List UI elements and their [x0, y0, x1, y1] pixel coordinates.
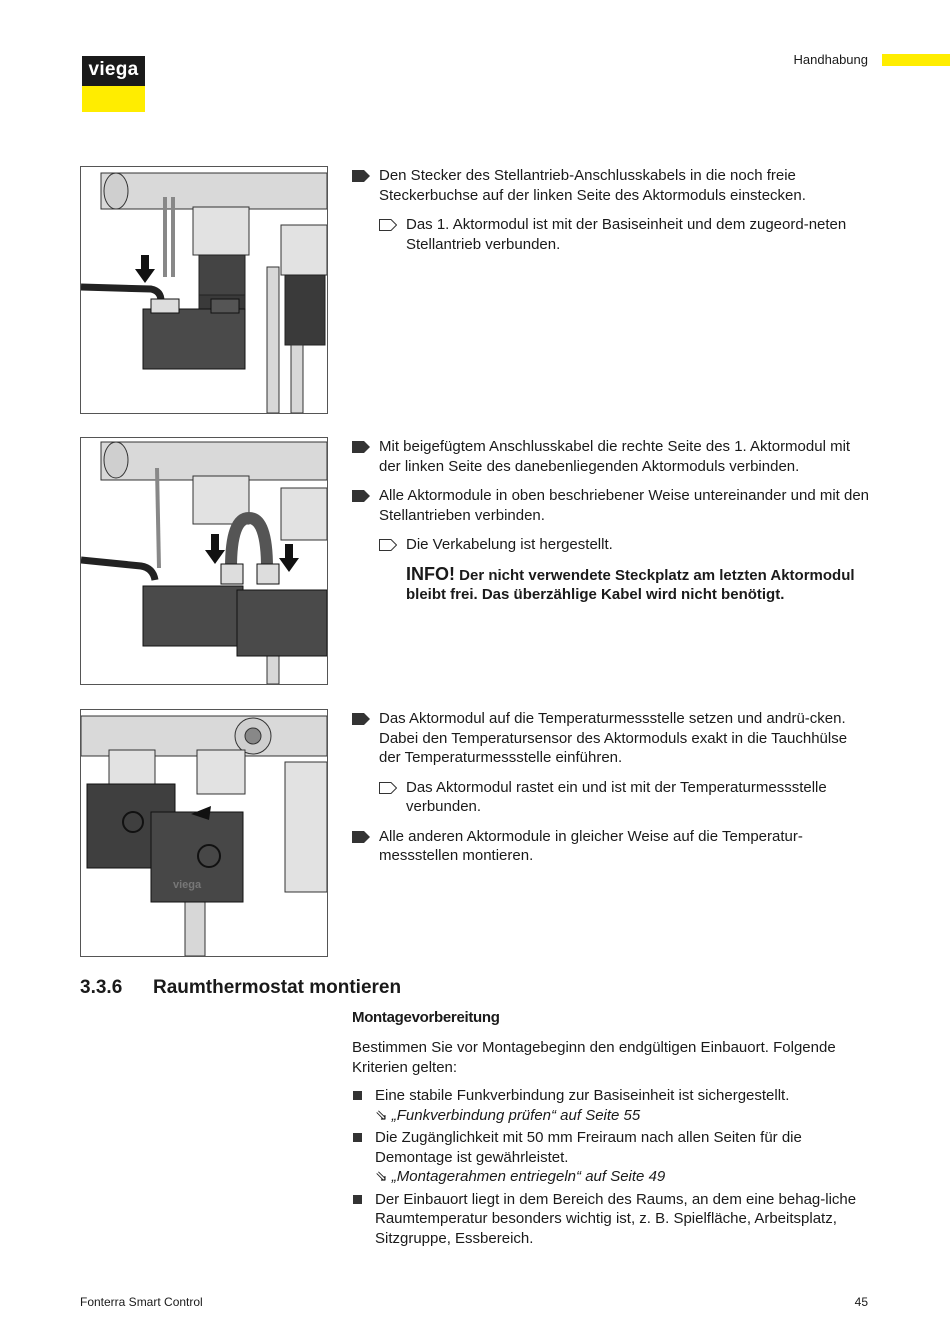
info-label: INFO!	[406, 563, 455, 584]
result-text: Das Aktormodul rastet ein und ist mit der Temperaturmessstelle verbunden.	[406, 778, 827, 815]
list-item	[352, 1086, 872, 1125]
section-number: 3.3.6	[80, 977, 123, 998]
subheading: Montagevorbereitung	[352, 1009, 500, 1026]
footer-page-number: 45	[854, 1295, 868, 1309]
list-item-text: Die Zugänglichkeit mit 50 mm Freiraum nach allen Seiten für die Demontage ist gewährleistet.	[375, 1129, 802, 1166]
step-marker-icon	[352, 713, 370, 725]
result-item	[352, 778, 872, 817]
section-label: Handhabung	[793, 52, 868, 67]
list-item-text: Der Einbauort liegt in dem Bereich des Raums, an dem eine behag-liche Raumtemperatur besonders wichtig ist, z. B. Spielfläche, Arbeitsplatz, Sitzgruppe, Essbereich.	[375, 1190, 857, 1247]
figure-module-mounting	[80, 709, 328, 957]
module-brand-label: viega	[173, 879, 202, 891]
result-item	[352, 215, 872, 254]
list-item-text: Eine stabile Funkverbindung zur Basiseinheit ist sichergestellt.	[375, 1087, 790, 1104]
footer-product: Fonterra Smart Control	[80, 1295, 203, 1309]
step-text: Alle anderen Aktormodule in gleicher Weise auf die Temperatur-messstellen montieren.	[379, 827, 803, 864]
cross-reference-link[interactable]	[375, 1167, 872, 1187]
section-accent-bar	[882, 54, 950, 66]
steps-block-1	[352, 166, 872, 264]
section-title: Raumthermostat montieren	[153, 977, 402, 998]
step-item	[352, 486, 872, 525]
list-item	[352, 1128, 872, 1187]
logo-yellow-band	[82, 86, 145, 112]
step-text: Alle Aktormodule in oben beschriebener Weise untereinander und mit den Stellantrieben verbinden.	[379, 487, 870, 524]
step-item	[352, 437, 872, 476]
steps-block-3	[352, 709, 872, 876]
step-marker-icon	[352, 490, 370, 502]
cross-reference-link[interactable]	[375, 1106, 872, 1126]
list-item	[352, 1190, 872, 1249]
result-marker-icon	[379, 782, 397, 794]
bullet-square-icon	[353, 1091, 362, 1100]
step-marker-icon	[352, 831, 370, 843]
steps-block-2	[352, 437, 872, 605]
step-marker-icon	[352, 170, 370, 182]
viega-logo	[82, 56, 145, 112]
reference-arrow-icon: ⇘	[375, 1106, 392, 1124]
step-item	[352, 166, 872, 205]
reference-arrow-icon: ⇘	[375, 1168, 392, 1185]
section-heading	[80, 977, 401, 999]
result-marker-icon	[379, 539, 397, 551]
result-marker-icon	[379, 219, 397, 231]
intro-paragraph: Bestimmen Sie vor Montagebeginn den endgültigen Einbauort. Folgende Kriterien gelten:	[352, 1039, 836, 1076]
figure-module-wiring	[80, 437, 328, 685]
criteria-list	[352, 1086, 872, 1251]
cross-reference-text: „Funkverbindung prüfen“ auf Seite 55	[391, 1106, 641, 1124]
bullet-square-icon	[353, 1195, 362, 1204]
step-text: Den Stecker des Stellantrieb-Anschlusskabels in die noch freie Steckerbuchse auf der linken Seite des Aktormoduls einstecken.	[379, 167, 806, 204]
info-text: Der nicht verwendete Steckplatz am letzten Aktormodul bleibt frei. Das überzählige Kabel wird nicht benötigt.	[406, 566, 855, 603]
step-text: Das Aktormodul auf die Temperaturmessstelle setzen und andrü-cken. Dabei den Temperatursensor des Aktormoduls exakt in die Tauchhülse der Temperaturmessstelle einführen.	[379, 710, 848, 766]
result-text: Die Verkabelung ist hergestellt.	[406, 536, 613, 553]
step-item	[352, 827, 872, 866]
cross-reference-text: „Montagerahmen entriegeln“ auf Seite 49	[391, 1168, 666, 1185]
bullet-square-icon	[353, 1133, 362, 1142]
result-item	[352, 535, 872, 555]
logo-text: viega	[82, 56, 145, 86]
step-marker-icon	[352, 441, 370, 453]
figure-plug-connection	[80, 166, 328, 414]
result-text: Das 1. Aktormodul ist mit der Basiseinheit und dem zugeord-neten Stellantrieb verbunden.	[406, 216, 847, 253]
info-note	[352, 565, 872, 605]
step-item	[352, 709, 872, 768]
step-text: Mit beigefügtem Anschlusskabel die rechte Seite des 1. Aktormodul mit der linken Seite des danebenliegenden Aktormoduls verbinden.	[379, 438, 851, 475]
